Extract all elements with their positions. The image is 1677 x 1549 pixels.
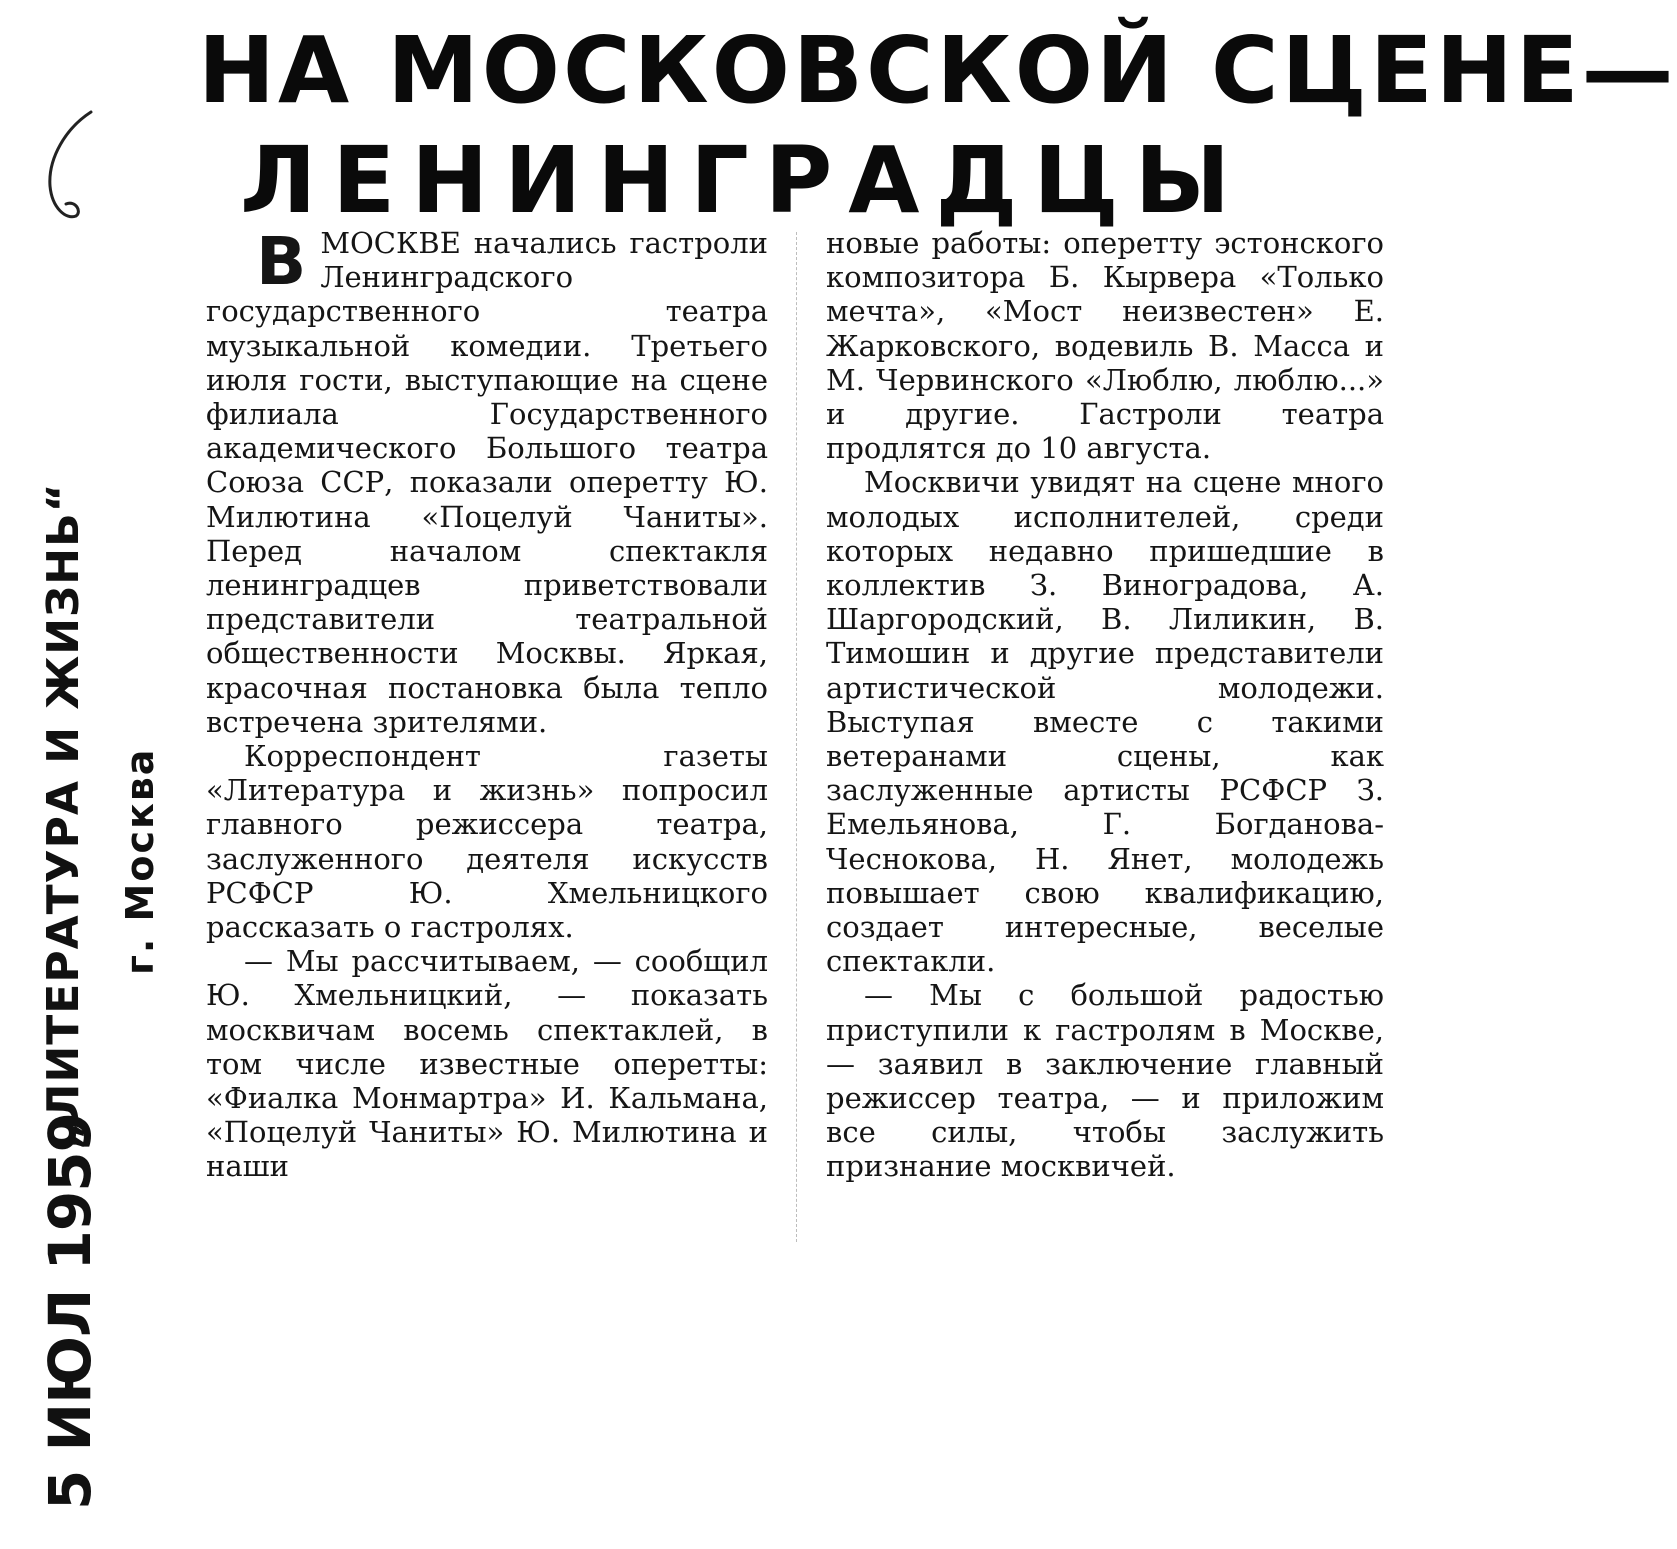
- article-paragraph: [206, 223, 768, 739]
- paragraph-text: МОСКВЕ начались гастроли Ленинградского государственного театра музыкальной комедии. Третьего июля гости, выступающие на сцене филиала Государственного академического Большого театра Союза ССР, показали оперетту Ю. Милютина «Поцелуй Чаниты». Перед началом спектакля ленинградцев приветствовали представители театральной общественности Москвы. Яркая, красочная постановка была тепло встречена зрителями.: [206, 226, 768, 739]
- article-paragraph: — Мы с большой радостью приступили к гастролям в Москве, — заявил в заключение главный режиссер театра, — и приложим все силы, чтобы заслужить признание москвичей.: [826, 978, 1384, 1184]
- article-right-column: [826, 226, 1384, 1184]
- article-paragraph: Москвичи увидят на сцене много молодых исполнителей, среди которых недавно пришедшие в коллектив З. Виноградова, А. Шаргородский, В. Лиликин, В. Тимошин и другие представители артистической молодежи. Выступая вместе с такими ветеранами сцены, как заслуженные артисты РСФСР З. Емельянова, Г. Богданова-Чеснокова, Н. Янет, молодежь повышает свою квалификацию, создает интересные, веселые спектакли.: [826, 465, 1384, 979]
- column-divider: [796, 232, 797, 1242]
- pencil-mark-icon: [36, 108, 106, 228]
- city-stamp: г. Москва: [118, 747, 162, 975]
- newspaper-stamp: „ЛИТЕРАТУРА И ЖИЗНЬ“: [38, 482, 89, 1150]
- drop-cap: В: [256, 223, 307, 300]
- article-paragraph: новые работы: оперетту эстонского композитора Б. Кырвера «Только мечта», «Мост неизвестен» Е. Жарковского, водевиль В. Масса и М. Червинского «Люблю, люблю...» и другие. Гастроли театра продлятся до 10 августа.: [826, 226, 1384, 466]
- article-paragraph: — Мы рассчитываем, — сообщил Ю. Хмельницкий, — показать москвичам восемь спектаклей, в том числе известные оперетты: «Фиалка Монмартра» И. Кальмана, «Поцелуй Чаниты» Ю. Милютина и наши: [206, 944, 768, 1184]
- date-stamp: 5 ИЮЛ 1959: [36, 1113, 104, 1510]
- headline-line-2: ЛЕНИНГРАДЦЫ: [240, 127, 1247, 234]
- headline-line-1: НА МОСКОВСКОЙ СЦЕНЕ—: [198, 17, 1677, 124]
- article-left-column: [206, 223, 768, 1184]
- article-paragraph: Корреспондент газеты «Литература и жизнь» попросил главного режиссера театра, заслуженного деятеля искусств РСФСР Ю. Хмельницкого рассказать о гастролях.: [206, 739, 768, 945]
